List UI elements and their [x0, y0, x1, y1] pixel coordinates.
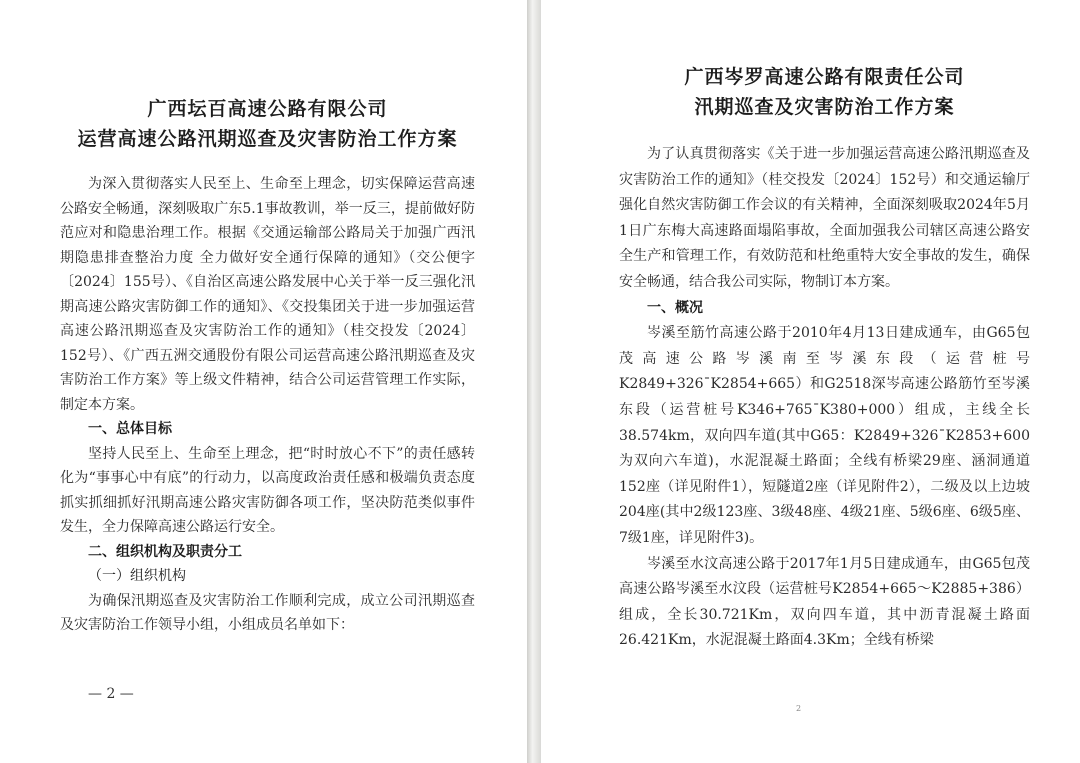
right-title-company: 广西岑罗高速公路有限责任公司: [684, 66, 965, 88]
right-title-plan: 汛期巡查及灾害防治工作方案: [694, 96, 955, 118]
right-heading-overview: 一、概况: [647, 299, 703, 316]
page-gutter: [527, 0, 541, 763]
left-document-page: [0, 0, 527, 763]
right-page-number: 2: [796, 704, 802, 713]
right-overview-paragraph-2: 岑溪至水汶高速公路于2017年1月5日建成通车，由G65包茂高速公路岑溪至水汶段（运营桩号K2854+665～K2885+386）组成，全长30.721Km，双向四车道，其中沥青混凝土路面26.421Km，水泥混凝土路面4.3Km；全线有桥梁: [619, 555, 1030, 649]
left-heading-overall-goal: 一、总体目标: [88, 421, 172, 437]
right-document-page: [541, 0, 1080, 763]
left-title-company: 广西坛百高速公路有限公司: [147, 98, 388, 120]
left-title-block: [60, 94, 475, 154]
left-intro-paragraph: 为深入贯彻落实人民至上、生命至上理念，切实保障运营高速公路安全畅通，深刻吸取广东5.1事故教训，举一反三，提前做好防范应对和隐患治理工作。根据《交通运输部公路局关于加强广西汛期隐患排查整治力度 全力做好安全通行保障的通知》（交公便字〔2024〕155号）、《自治区高速公路发展中心关于举一反三强化汛期高速公路灾害防御工作的通知》、《交投集团关于进一步加强运营高速公路汛期巡查及灾害防治工作的通知》（桂交投发〔2024〕152号）、《广西五洲交通股份有限公司运营高速公路汛期巡查及灾害防治工作方案》等上级文件精神，结合公司运营管理工作实际，制定本方案。: [60, 176, 475, 413]
right-overview-paragraph-1: 岑溪至筋竹高速公路于2010年4月13日建成通车，由G65包茂高速公路岑溪南至岑溪东段（运营桩号K2849+326¯K2854+665）和G2518深岑高速公路筋竹至岑溪东段（运营桩号K346+765¯K380+000）组成，主线全长38.574km，双向四车道(其中G65：K2849+326¯K2853+600为双向六车道)，水泥混凝土路面；全线有桥梁29座、涵洞通道152座（详见附件1），短隧道2座（详见附件2），二级及以上边坡204座(其中2级123座、3级48座、4级21座、5级6座、6级5座、7级1座，详见附件3)。: [619, 325, 1030, 546]
left-org-paragraph: 为确保汛期巡查及灾害防治工作顺利完成，成立公司汛期巡查及灾害防治工作领导小组，小组成员名单如下：: [60, 592, 475, 633]
right-title-block: [619, 62, 1030, 122]
left-subheading-org-structure: （一）组织机构: [88, 568, 186, 584]
left-heading-organization: 二、组织机构及职责分工: [88, 543, 242, 560]
left-goal-paragraph: 坚持人民至上、生命至上理念，把“时时放心不下”的责任感转化为“事事心中有底”的行动力，以高度政治责任感和极端负责态度抓实抓细抓好汛期高速公路灾害防御各项工作，坚决防范类似事件发生，全力保障高速公路运行安全。: [60, 445, 475, 535]
right-intro-paragraph: 为了认真贯彻落实《关于进一步加强运营高速公路汛期巡查及灾害防治工作的通知》（桂交投发〔2024〕152号）和交通运输厅强化自然灾害防御工作会议的有关精神，全面深刻吸取2024年5月1日广东梅大高速路面塌陷事故，全面加强我公司辖区高速公路安全生产和管理工作，有效防范和杜绝重特大安全事故的发生，确保安全畅通，结合我公司实际，物制订本方案。: [619, 146, 1030, 290]
left-page-number: — 2 —: [88, 686, 134, 702]
left-title-plan: 运营高速公路汛期巡查及灾害防治工作方案: [77, 128, 458, 150]
